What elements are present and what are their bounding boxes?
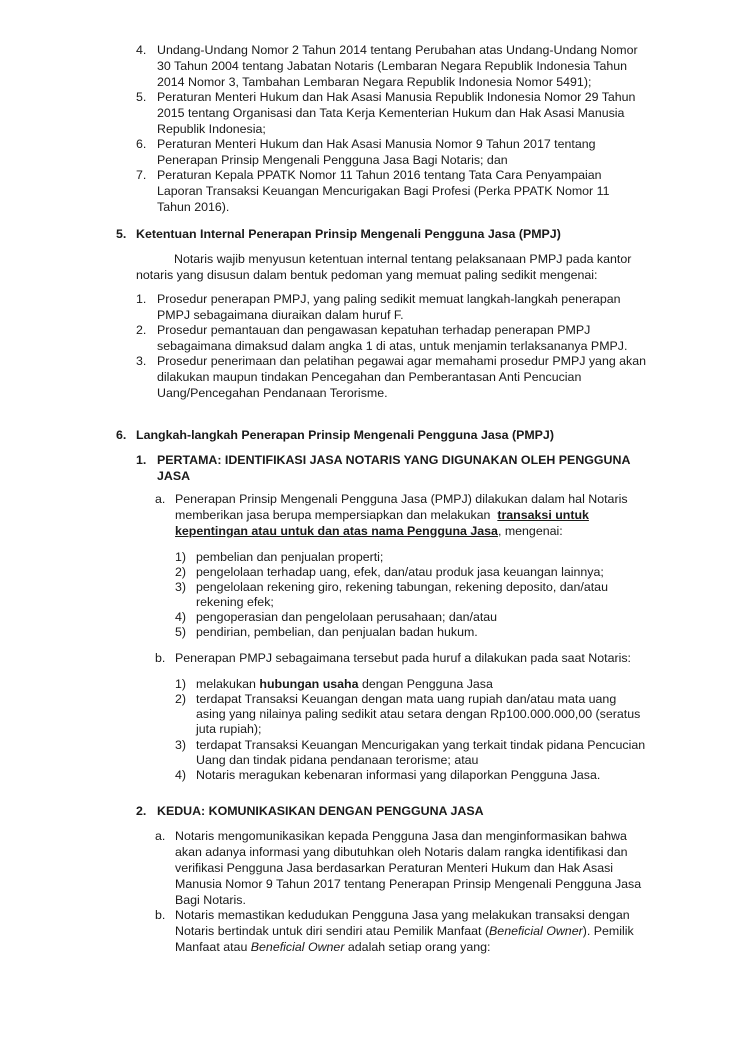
text-run: Manfaat atau <box>175 940 251 954</box>
paragraph-line <box>175 508 589 523</box>
list-text: Tahun 2016). <box>157 200 230 214</box>
item-letter: a. <box>155 492 166 506</box>
list-number: 3) <box>175 580 187 594</box>
text-run: ). Pemilik <box>582 924 634 938</box>
list-number: 7. <box>136 168 147 182</box>
list-number: 1) <box>175 677 187 691</box>
text-run: dengan Pengguna Jasa <box>358 677 493 691</box>
text-run: adalah setiap orang yang: <box>344 940 491 954</box>
list-text: sebagaimana dimaksud dalam angka 1 di atas, untuk menjamin terlaksananya PMPJ. <box>157 339 628 353</box>
list-text: Notaris meragukan kebenaran informasi yang dilaporkan Pengguna Jasa. <box>196 768 601 782</box>
paragraph-line: verifikasi Pengguna Jasa berdasarkan Peraturan Menteri Hukum dan Hak Asasi <box>175 861 614 875</box>
text-run: Notaris bertindak untuk diri sendiri atau Pemilik Manfaat ( <box>175 924 490 938</box>
list-number: 2. <box>136 323 147 337</box>
list-number: 1) <box>175 550 187 564</box>
list-text: pengoperasian dan pengelolaan perusahaan; dan/atau <box>196 610 498 624</box>
text-run: melakukan <box>196 677 260 691</box>
emphasis-text: kepentingan atau untuk dan atas nama Pengguna Jasa <box>175 524 498 538</box>
list-text: Republik Indonesia; <box>157 122 266 136</box>
section-title: Ketentuan Internal Penerapan Prinsip Mengenali Pengguna Jasa (PMPJ) <box>136 227 561 241</box>
list-text: 2014 Nomor 3, Tambahan Lembaran Negara Republik Indonesia Nomor 5491); <box>157 75 592 89</box>
list-text: pembelian dan penjualan properti; <box>196 550 384 564</box>
emphasis-text: hubungan usaha <box>259 677 359 691</box>
list-text: Peraturan Menteri Hukum dan Hak Asasi Manusia Republik Indonesia Nomor 29 Tahun <box>157 90 636 104</box>
section-number: 5. <box>116 227 127 241</box>
list-text: 2015 tentang Organisasi dan Tata Kerja Kementerian Hukum dan Hak Asasi Manusia <box>157 106 625 120</box>
list-text: Laporan Transaksi Keuangan Mencurigakan Bagi Profesi (Perka PPATK Nomor 11 <box>157 184 610 198</box>
paragraph-line: Penerapan PMPJ sebagaimana tersebut pada huruf a dilakukan pada saat Notaris: <box>175 651 631 665</box>
list-text: PMPJ sebagaimana diuraikan dalam huruf F. <box>157 308 404 322</box>
list-number: 2) <box>175 565 187 579</box>
list-number: 1. <box>136 292 147 306</box>
list-text: juta rupiah); <box>196 722 262 736</box>
paragraph-line: akan adanya informasi yang dibutuhkan oleh Notaris dalam rangka identifikasi dan <box>175 845 628 859</box>
section-title: Langkah-langkah Penerapan Prinsip Mengenali Pengguna Jasa (PMPJ) <box>136 428 554 442</box>
paragraph-line: Notaris wajib menyusun ketentuan internal tentang pelaksanaan PMPJ pada kantor <box>174 252 632 266</box>
list-text: Uang/Pencegahan Pendanaan Terorisme. <box>157 386 388 400</box>
list-text: 30 Tahun 2004 tentang Jabatan Notaris (Lembaran Negara Republik Indonesia Tahun <box>157 59 628 73</box>
paragraph-line <box>175 524 563 539</box>
paragraph-line: Penerapan Prinsip Mengenali Pengguna Jasa (PMPJ) dilakukan dalam hal Notaris <box>175 492 628 506</box>
list-number: 6. <box>136 137 147 151</box>
subsection-title: PERTAMA: IDENTIFIKASI JASA NOTARIS YANG DIGUNAKAN OLEH PENGGUNA <box>157 453 631 467</box>
list-number: 3. <box>136 354 147 368</box>
paragraph-line <box>175 940 491 955</box>
list-text: pendirian, pembelian, dan penjualan badan hukum. <box>196 625 478 639</box>
italic-text: Beneficial Owner <box>250 940 345 954</box>
list-number: 4) <box>175 768 187 782</box>
list-text: Penerapan Prinsip Mengenali Pengguna Jasa Bagi Notaris; dan <box>157 153 508 167</box>
list-text: rekening efek; <box>196 595 274 609</box>
subsection-number: 1. <box>136 453 147 467</box>
text-run: , mengenai: <box>497 524 563 538</box>
paragraph-line: notaris yang disusun dalam bentuk pedoman yang memuat paling sedikit mengenai: <box>136 268 598 282</box>
list-number: 3) <box>175 738 187 752</box>
text-run: memberikan jasa berupa mempersiapkan dan melakukan <box>175 508 491 522</box>
item-letter: b. <box>155 908 166 922</box>
list-text <box>196 677 493 692</box>
list-text: pengelolaan terhadap uang, efek, dan/atau produk jasa keuangan lainnya; <box>196 565 604 579</box>
item-letter: a. <box>155 829 166 843</box>
list-text: Prosedur penerapan PMPJ, yang paling sedikit memuat langkah-langkah penerapan <box>157 292 621 306</box>
list-text: Prosedur pemantauan dan pengawasan kepatuhan terhadap penerapan PMPJ <box>157 323 591 337</box>
list-text: terdapat Transaksi Keuangan Mencurigakan yang terkait tindak pidana Pencucian <box>196 738 646 752</box>
list-number: 2) <box>175 692 187 706</box>
section-number: 6. <box>116 428 127 442</box>
list-text: Undang-Undang Nomor 2 Tahun 2014 tentang Perubahan atas Undang-Undang Nomor <box>157 43 638 57</box>
list-number: 5. <box>136 90 147 104</box>
paragraph-line: Notaris memastikan kedudukan Pengguna Jasa yang melakukan transaksi dengan <box>175 908 630 922</box>
list-number: 4. <box>136 43 147 57</box>
list-number: 4) <box>175 610 187 624</box>
subsection-title: KEDUA: KOMUNIKASIKAN DENGAN PENGGUNA JASA <box>157 804 484 818</box>
list-text: Peraturan Menteri Hukum dan Hak Asasi Manusia Nomor 9 Tahun 2017 tentang <box>157 137 596 151</box>
italic-text: Beneficial Owner <box>489 924 583 938</box>
subsection-number: 2. <box>136 804 147 818</box>
list-text: pengelolaan rekening giro, rekening tabungan, rekening deposito, dan/atau <box>196 580 608 594</box>
paragraph-line: Bagi Notaris. <box>175 893 246 907</box>
emphasis-text: transaksi untuk <box>497 508 589 522</box>
list-text: terdapat Transaksi Keuangan dengan mata uang rupiah dan/atau mata uang <box>196 692 617 706</box>
paragraph-line <box>175 924 634 939</box>
list-text: asing yang nilainya paling sedikit atau setara dengan Rp100.000.000,00 (seratus <box>196 707 641 721</box>
list-text: Peraturan Kepala PPATK Nomor 11 Tahun 2016 tentang Tata Cara Penyampaian <box>157 168 602 182</box>
list-number: 5) <box>175 625 187 639</box>
paragraph-line: Manusia Nomor 9 Tahun 2017 tentang Penerapan Prinsip Mengenali Pengguna Jasa <box>175 877 642 891</box>
paragraph-line: Notaris mengomunikasikan kepada Pengguna Jasa dan menginformasikan bahwa <box>175 829 627 843</box>
subsection-title: JASA <box>157 469 191 483</box>
list-text: dilakukan maupun tindakan Pencegahan dan Pemberantasan Anti Pencucian <box>157 370 582 384</box>
item-letter: b. <box>155 651 166 665</box>
list-text: Prosedur penerimaan dan pelatihan pegawai agar memahami prosedur PMPJ yang akan <box>157 354 647 368</box>
list-text: Uang dan tindak pidana pendanaan terorisme; atau <box>196 753 479 767</box>
